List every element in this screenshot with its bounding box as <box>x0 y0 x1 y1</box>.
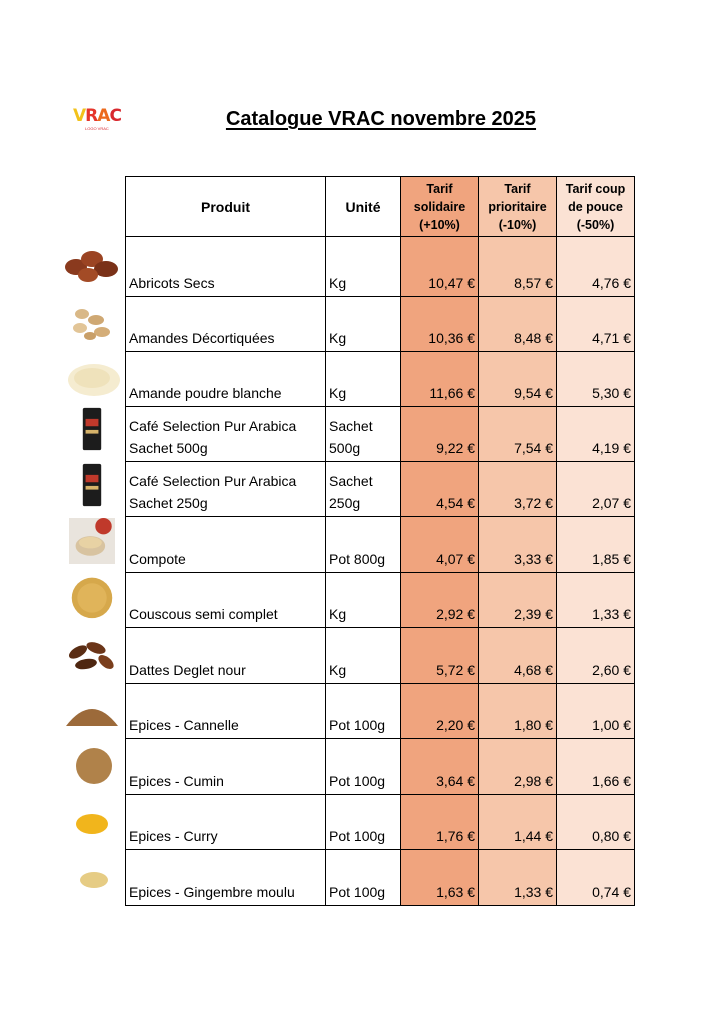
amande-poudre-image <box>62 356 122 402</box>
cell-solidaire: 3,64 € <box>401 739 479 795</box>
cell-coup: 0,80 € <box>557 795 635 850</box>
cell-prioritaire: 1,33 € <box>479 850 557 906</box>
table-row <box>126 462 635 517</box>
cell-unite: Pot 100g <box>326 795 401 850</box>
cell-produit: Epices - Cumin <box>126 739 326 795</box>
table-row <box>126 739 635 795</box>
cell-unite: Kg <box>326 352 401 407</box>
cafe-500-image <box>62 406 122 452</box>
table-row <box>126 628 635 684</box>
cell-solidaire: 1,76 € <box>401 795 479 850</box>
cell-solidaire: 1,63 € <box>401 850 479 906</box>
cell-unite: Pot 100g <box>326 684 401 739</box>
cell-produit: Amande poudre blanche <box>126 352 326 407</box>
table-row <box>126 352 635 407</box>
table-row <box>126 684 635 739</box>
cell-unite: Pot 100g <box>326 850 401 906</box>
cell-produit: Couscous semi complet <box>126 573 326 628</box>
catalogue-table <box>125 176 635 906</box>
table-row <box>126 795 635 850</box>
header-tarif-prioritaire: Tarif prioritaire (-10%) <box>479 177 557 237</box>
cell-produit: Abricots Secs <box>126 237 326 297</box>
cell-unite: Pot 100g <box>326 739 401 795</box>
cell-produit: Compote <box>126 517 326 573</box>
curry-image <box>62 800 122 846</box>
table-row <box>126 517 635 573</box>
cell-solidaire: 10,47 € <box>401 237 479 297</box>
cell-prioritaire: 1,80 € <box>479 684 557 739</box>
header-unite: Unité <box>326 177 401 237</box>
header-tarif-coup: Tarif coup de pouce (-50%) <box>557 177 635 237</box>
cell-solidaire: 4,54 € <box>401 462 479 517</box>
cell-unite: Kg <box>326 237 401 297</box>
couscous-image <box>62 574 122 620</box>
cell-unite: Kg <box>326 297 401 352</box>
cell-prioritaire: 9,54 € <box>479 352 557 407</box>
dattes-image <box>62 632 122 678</box>
cell-prioritaire: 3,72 € <box>479 462 557 517</box>
cell-solidaire: 11,66 € <box>401 352 479 407</box>
page-title: Catalogue VRAC novembre 2025 <box>225 108 537 130</box>
cell-prioritaire: 3,33 € <box>479 517 557 573</box>
cell-produit: Amandes Décortiquées <box>126 297 326 352</box>
table-header-row <box>126 177 635 237</box>
cell-prioritaire: 1,44 € <box>479 795 557 850</box>
amandes-image <box>62 300 122 346</box>
table-row <box>126 237 635 297</box>
cell-coup: 1,85 € <box>557 517 635 573</box>
cell-produit: Dattes Deglet nour <box>126 628 326 684</box>
cell-solidaire: 2,20 € <box>401 684 479 739</box>
cell-unite: Pot 800g <box>326 517 401 573</box>
header-tarif-solidaire: Tarif solidaire (+10%) <box>401 177 479 237</box>
compote-image <box>62 518 122 564</box>
cell-prioritaire: 4,68 € <box>479 628 557 684</box>
cell-produit: Epices - Gingembre moulu <box>126 850 326 906</box>
cell-prioritaire: 8,57 € <box>479 237 557 297</box>
cafe-250-image <box>62 462 122 508</box>
cell-produit: Café Selection Pur Arabica Sachet 500g <box>126 407 326 462</box>
cell-unite: Sachet 250g <box>326 462 401 517</box>
table-row <box>126 297 635 352</box>
cell-solidaire: 2,92 € <box>401 573 479 628</box>
cell-solidaire: 4,07 € <box>401 517 479 573</box>
header-produit: Produit <box>126 177 326 237</box>
cell-prioritaire: 2,98 € <box>479 739 557 795</box>
cell-coup: 1,33 € <box>557 573 635 628</box>
cell-coup: 1,66 € <box>557 739 635 795</box>
table-row <box>126 850 635 906</box>
cell-coup: 2,60 € <box>557 628 635 684</box>
cannelle-image <box>62 688 122 734</box>
table-row <box>126 407 635 462</box>
cell-coup: 4,19 € <box>557 407 635 462</box>
cell-coup: 2,07 € <box>557 462 635 517</box>
cell-produit: Epices - Curry <box>126 795 326 850</box>
cell-solidaire: 9,22 € <box>401 407 479 462</box>
cell-produit: Epices - Cannelle <box>126 684 326 739</box>
cell-unite: Kg <box>326 628 401 684</box>
vrac-logo: VRAC LOGO VRAC <box>73 106 121 131</box>
logo-subtext: LOGO VRAC <box>85 126 109 131</box>
cell-produit: Café Selection Pur Arabica Sachet 250g <box>126 462 326 517</box>
cell-coup: 5,30 € <box>557 352 635 407</box>
cell-coup: 4,76 € <box>557 237 635 297</box>
cell-solidaire: 5,72 € <box>401 628 479 684</box>
abricots-image <box>62 243 122 289</box>
cell-solidaire: 10,36 € <box>401 297 479 352</box>
table-row <box>126 573 635 628</box>
cell-unite: Kg <box>326 573 401 628</box>
cell-coup: 0,74 € <box>557 850 635 906</box>
cell-unite: Sachet 500g <box>326 407 401 462</box>
cell-coup: 4,71 € <box>557 297 635 352</box>
cell-prioritaire: 2,39 € <box>479 573 557 628</box>
cell-coup: 1,00 € <box>557 684 635 739</box>
gingembre-image <box>62 856 122 902</box>
cell-prioritaire: 8,48 € <box>479 297 557 352</box>
cell-prioritaire: 7,54 € <box>479 407 557 462</box>
cumin-image <box>62 742 122 788</box>
